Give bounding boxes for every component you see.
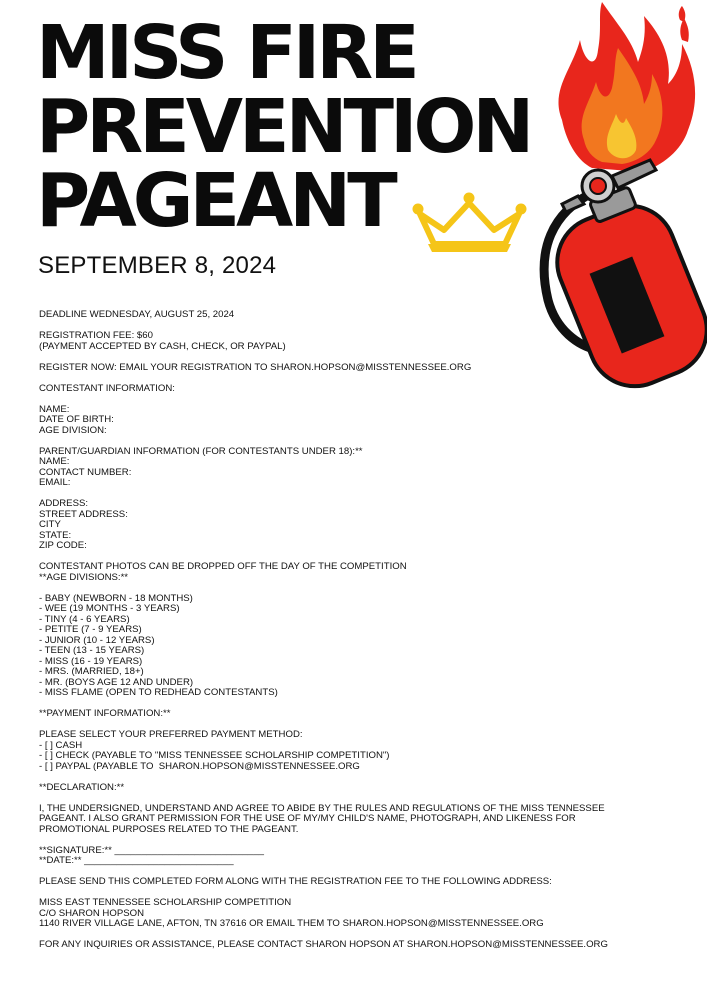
address-field: CITY xyxy=(39,519,61,530)
declaration-line: I, THE UNDERSIGNED, UNDERSTAND AND AGREE TO ABIDE BY THE RULES AND REGULATIONS OF THE MISS TENNESSEE xyxy=(39,802,605,814)
form-body xyxy=(39,310,689,961)
declaration-line: PROMOTIONAL PURPOSES RELATED TO THE PAGEANT. xyxy=(39,823,299,835)
parent-field: CONTACT NUMBER: xyxy=(39,466,132,478)
division-item: - JUNIOR (10 - 12 YEARS) xyxy=(39,634,155,646)
payment-option: - [ ] CHECK (PAYABLE TO "MISS TENNESSEE SCHOLARSHIP COMPETITION") xyxy=(39,750,390,761)
parent-heading: PARENT/GUARDIAN INFORMATION (FOR CONTESTANTS UNDER 18):** xyxy=(39,445,363,457)
payment-option: - [ ] PAYPAL (PAYABLE TO SHARON.HOPSON@MISSTENNESSEE.ORG xyxy=(39,760,360,772)
declaration-line: PAGEANT. I ALSO GRANT PERMISSION FOR THE USE OF MY/MY CHILD'S NAME, PHOTOGRAPH, AND LIKENESS FOR xyxy=(39,813,576,824)
payment-heading: **PAYMENT INFORMATION:** xyxy=(39,708,171,719)
division-item: - BABY (NEWBORN - 18 MONTHS) xyxy=(39,592,193,604)
date-line: **DATE:** ____________________________ xyxy=(39,855,234,866)
division-item: - MR. (BOYS AGE 12 AND UNDER) xyxy=(39,676,194,688)
photos-note: CONTESTANT PHOTOS CAN BE DROPPED OFF THE DAY OF THE COMPETITION xyxy=(39,561,407,572)
flames-icon xyxy=(558,2,695,172)
contact-text: FOR ANY INQUIRIES OR ASSISTANCE, PLEASE CONTACT SHARON HOPSON AT SHARON.HOPSON@MISSTENNESSEE.ORG xyxy=(39,939,608,950)
fee-payment-methods: (PAYMENT ACCEPTED BY CASH, CHECK, OR PAYPAL) xyxy=(39,340,286,352)
mailing-address-line: C/O SHARON HOPSON xyxy=(39,907,145,919)
address-field: ADDRESS: xyxy=(39,498,89,509)
deadline-text: DEADLINE WEDNESDAY, AUGUST 25, 2024 xyxy=(39,309,235,320)
division-item: - MISS (16 - 19 YEARS) xyxy=(39,655,143,667)
contestant-field: AGE DIVISION: xyxy=(39,424,107,436)
contestant-field: DATE OF BIRTH: xyxy=(39,414,114,425)
parent-field: EMAIL: xyxy=(39,477,71,488)
division-item: - PETITE (7 - 9 YEARS) xyxy=(39,624,142,635)
title-line: MISS FIRE xyxy=(36,10,416,96)
address-field: ZIP CODE: xyxy=(39,540,87,551)
division-item: - WEE (19 MONTHS - 3 YEARS) xyxy=(39,603,180,614)
title-line: PAGEANT xyxy=(36,158,394,244)
payment-prompt: PLEASE SELECT YOUR PREFERRED PAYMENT METHOD: xyxy=(39,729,303,740)
payment-option: - [ ] CASH xyxy=(39,739,83,751)
division-item: - MRS. (MARRIED, 18+) xyxy=(39,666,144,677)
mailing-instruction: PLEASE SEND THIS COMPLETED FORM ALONG WITH THE REGISTRATION FEE TO THE FOLLOWING ADDRESS: xyxy=(39,876,552,887)
signature-line: **SIGNATURE:** ____________________________ xyxy=(39,844,264,856)
mailing-address-line: MISS EAST TENNESSEE SCHOLARSHIP COMPETITION xyxy=(39,897,292,908)
division-item: - MISS FLAME (OPEN TO REDHEAD CONTESTANTS) xyxy=(39,687,278,698)
register-text: REGISTER NOW: EMAIL YOUR REGISTRATION TO SHARON.HOPSON@MISSTENNESSEE.ORG xyxy=(39,361,472,373)
contestant-heading: CONTESTANT INFORMATION: xyxy=(39,382,175,394)
declaration-heading: **DECLARATION:** xyxy=(39,781,125,793)
address-field: STREET ADDRESS: xyxy=(39,508,128,520)
title-line: PREVENTION xyxy=(36,84,531,170)
mailing-address-line: 1140 RIVER VILLAGE LANE, AFTON, TN 37616 OR EMAIL THEM TO SHARON.HOPSON@MISSTENNESSEE.ORG xyxy=(39,918,544,929)
fee-text: REGISTRATION FEE: $60 xyxy=(39,330,153,341)
address-field: STATE: xyxy=(39,529,72,541)
division-item: - TEEN (13 - 15 YEARS) xyxy=(39,645,145,656)
divisions-heading: **AGE DIVISIONS:** xyxy=(39,571,129,583)
division-item: - TINY (4 - 6 YEARS) xyxy=(39,613,130,625)
crown-icon xyxy=(412,192,527,254)
parent-field: NAME: xyxy=(39,456,70,467)
contestant-field: NAME: xyxy=(39,403,70,415)
event-date: SEPTEMBER 8, 2024 xyxy=(38,252,277,279)
